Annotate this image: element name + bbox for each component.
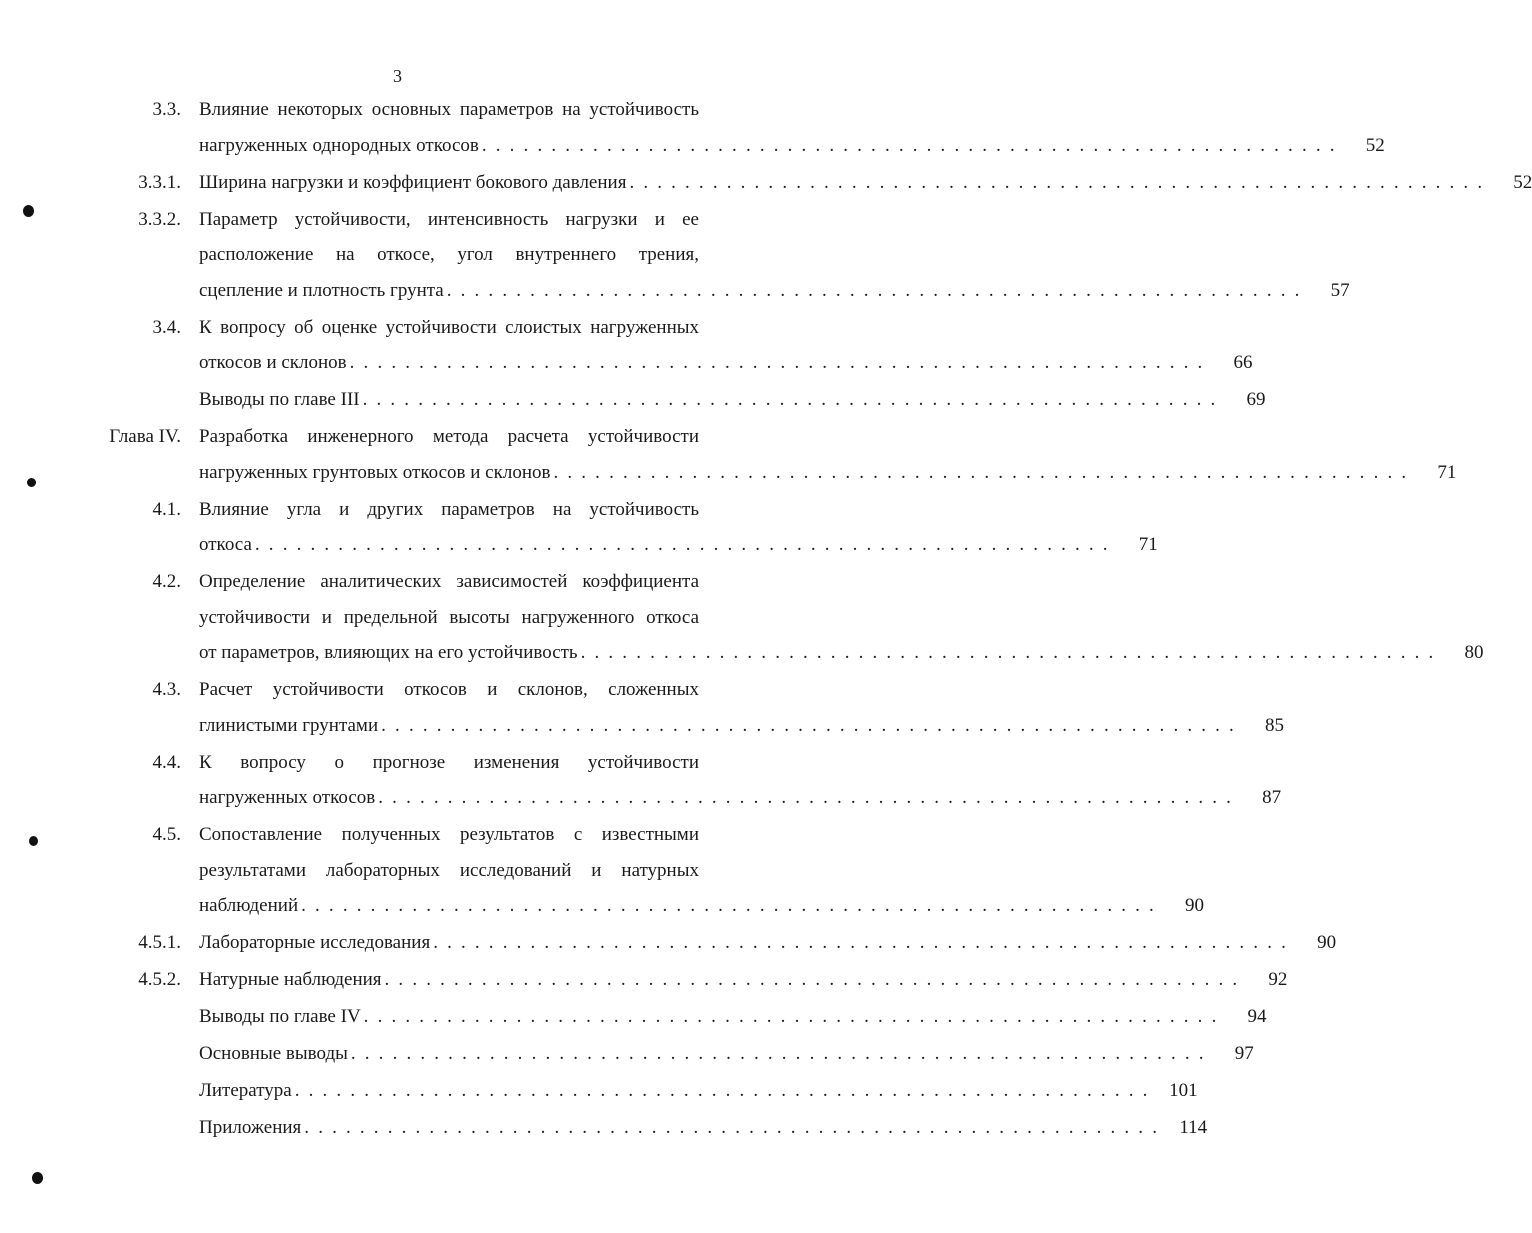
toc-entry-page: 114 <box>1179 1117 1208 1138</box>
toc-entry-text-line: К вопросу об оценке устойчивости слоистых нагруженных <box>199 316 699 338</box>
toc-entry-page: 90 <box>1317 932 1337 953</box>
toc-entry-text-line: Сопоставление полученных результатов с известными <box>199 824 699 845</box>
toc-entry-last-line <box>199 527 1158 563</box>
toc-entry-last-line <box>199 382 1266 418</box>
toc-entry-title: нагруженных откосов <box>199 787 376 808</box>
dot-leader: . . . . . . . . . . . . . . . . . . . . . . . . . . . . . . . . . . . . . . . . . . . . . . . . . . . . . . . . . . . . . . <box>481 134 1337 156</box>
toc-entry-title: Выводы по главе III <box>199 389 360 410</box>
toc-entry-last-line <box>199 999 1267 1035</box>
toc-entry-page: 94 <box>1247 1006 1267 1027</box>
toc-entry-text-line: Параметр устойчивости, интенсивность нагрузки и ее <box>199 208 699 230</box>
dot-leader: . . . . . . . . . . . . . . . . . . . . . . . . . . . . . . . . . . . . . . . . . . . . . . . . . . . . . . . . . . . . . . <box>304 1117 1160 1138</box>
toc-entry-title: Приложения <box>199 1117 302 1138</box>
toc-entry-page: 52 <box>1365 134 1385 156</box>
toc-entry-title: Ширина нагрузки и коэффициент бокового давления <box>199 171 627 193</box>
toc-entry-number: 3.3.1. <box>138 171 181 193</box>
toc-entry-body <box>199 202 1350 309</box>
toc-entry-text-line: Расчет устойчивости откосов и склонов, сложенных <box>199 679 699 700</box>
dot-leader: . . . . . . . . . . . . . . . . . . . . . . . . . . . . . . . . . . . . . . . . . . . . . . . . . . . . . . . . . . . . . . <box>362 389 1218 410</box>
toc-entry-text-line: расположение на откосе, угол внутреннего трения, <box>199 244 699 265</box>
dot-leader: . . . . . . . . . . . . . . . . . . . . . . . . . . . . . . . . . . . . . . . . . . . . . . . . . . . . . . . . . . . . . . <box>446 279 1302 301</box>
toc-entry-last-line <box>199 635 1484 671</box>
toc-entry-last-line <box>199 1110 1208 1146</box>
dot-leader: . . . . . . . . . . . . . . . . . . . . . . . . . . . . . . . . . . . . . . . . . . . . . . . . . . . . . . . . . . . . . . <box>294 1080 1150 1101</box>
toc-entry-page: 87 <box>1262 787 1282 808</box>
dot-leader: . . . . . . . . . . . . . . . . . . . . . . . . . . . . . . . . . . . . . . . . . . . . . . . . . . . . . . . . . . . . . . <box>553 461 1409 483</box>
toc-entry-page: 92 <box>1268 969 1288 990</box>
toc-entry-body <box>199 1036 1254 1072</box>
toc-entry-body <box>199 564 1484 671</box>
dot-leader: . . . . . . . . . . . . . . . . . . . . . . . . . . . . . . . . . . . . . . . . . . . . . . . . . . . . . . . . . . . . . . <box>580 642 1436 663</box>
toc-entry <box>0 962 1288 998</box>
toc-entry-body <box>199 382 1266 418</box>
toc-entry-page: 97 <box>1234 1043 1254 1064</box>
toc-entry-body <box>199 999 1267 1035</box>
toc-entry <box>0 202 1350 309</box>
dot-leader: . . . . . . . . . . . . . . . . . . . . . . . . . . . . . . . . . . . . . . . . . . . . . . . . . . . . . . . . . . . . . . <box>349 352 1205 373</box>
toc-entry-number: 4.5. <box>152 824 181 845</box>
toc-entry-page: 71 <box>1138 534 1158 555</box>
toc-entry-text-line: Влияние угла и других параметров на устойчивость <box>199 498 699 520</box>
toc-entry-title: Основные выводы <box>199 1043 348 1064</box>
toc-entry-last-line <box>199 128 1385 164</box>
toc-entry-title: нагруженных однородных откосов <box>199 134 479 156</box>
toc-entry-page: 80 <box>1464 642 1484 663</box>
toc-entry-text-line: Определение аналитических зависимостей коэффициента <box>199 571 699 592</box>
toc-entry-page: 101 <box>1169 1080 1198 1101</box>
toc-entry-text-line: Разработка инженерного метода расчета устойчивости <box>199 426 699 447</box>
toc-entry-number: 4.2. <box>152 571 181 592</box>
dot-leader: . . . . . . . . . . . . . . . . . . . . . . . . . . . . . . . . . . . . . . . . . . . . . . . . . . . . . . . . . . . . . . <box>301 895 1156 916</box>
toc-entry-text-line: К вопросу о прогнозе изменения устойчивости <box>199 751 699 773</box>
table-of-contents <box>0 92 1532 1146</box>
toc-entry-last-line <box>199 273 1350 309</box>
toc-entry <box>0 817 1204 924</box>
toc-entry-body <box>199 310 1253 381</box>
toc-entry-last-line <box>199 165 1532 201</box>
toc-entry-page: 57 <box>1330 279 1350 301</box>
toc-entry <box>0 382 1266 418</box>
toc-entry-text-line: устойчивости и предельной высоты нагруженного откоса <box>199 606 699 628</box>
toc-entry-page: 71 <box>1437 461 1457 483</box>
toc-entry-title: Литература <box>199 1080 292 1101</box>
toc-entry-title: наблюдений <box>199 895 299 916</box>
toc-entry <box>0 92 1385 163</box>
toc-entry-body <box>199 1073 1198 1109</box>
toc-entry-body <box>199 419 1457 490</box>
toc-entry-body <box>199 92 1385 163</box>
toc-entry-last-line <box>199 888 1204 924</box>
dot-leader: . . . . . . . . . . . . . . . . . . . . . . . . . . . . . . . . . . . . . . . . . . . . . . . . . . . . . . . . . . . . . . <box>381 714 1236 736</box>
toc-entry-last-line <box>199 780 1282 816</box>
binding-hole-mark <box>29 836 38 846</box>
toc-entry <box>0 1036 1254 1072</box>
toc-entry-title: откоса <box>199 534 252 555</box>
toc-entry-page: 90 <box>1184 895 1204 916</box>
toc-entry-page: 66 <box>1233 352 1253 373</box>
toc-entry-title: от параметров, влияющих на его устойчивость <box>199 642 578 663</box>
dot-leader: . . . . . . . . . . . . . . . . . . . . . . . . . . . . . . . . . . . . . . . . . . . . . . . . . . . . . . . . . . . . . . <box>350 1043 1206 1064</box>
toc-entry-title: Выводы по главе IV <box>199 1006 361 1027</box>
toc-entry <box>0 564 1484 671</box>
toc-entry <box>0 165 1532 201</box>
toc-entry-body <box>199 492 1158 563</box>
dot-leader: . . . . . . . . . . . . . . . . . . . . . . . . . . . . . . . . . . . . . . . . . . . . . . . . . . . . . . . . . . . . . . <box>254 534 1110 555</box>
toc-entry-number: 4.1. <box>152 498 181 520</box>
toc-entry-number: 4.5.1. <box>138 932 181 953</box>
dot-leader: . . . . . . . . . . . . . . . . . . . . . . . . . . . . . . . . . . . . . . . . . . . . . . . . . . . . . . . . . . . . . . <box>378 787 1234 808</box>
toc-entry-body <box>199 672 1284 743</box>
toc-entry-last-line <box>199 962 1288 998</box>
toc-entry-last-line <box>199 455 1457 491</box>
toc-entry <box>0 999 1267 1035</box>
toc-entry <box>0 745 1282 816</box>
binding-hole-mark <box>32 1172 43 1184</box>
dot-leader: . . . . . . . . . . . . . . . . . . . . . . . . . . . . . . . . . . . . . . . . . . . . . . . . . . . . . . . . . . . . . . <box>433 932 1289 953</box>
dot-leader: . . . . . . . . . . . . . . . . . . . . . . . . . . . . . . . . . . . . . . . . . . . . . . . . . . . . . . . . . . . . . . <box>384 969 1240 990</box>
toc-entry <box>0 672 1284 743</box>
dot-leader: . . . . . . . . . . . . . . . . . . . . . . . . . . . . . . . . . . . . . . . . . . . . . . . . . . . . . . . . . . . . . . <box>363 1006 1219 1027</box>
toc-entry-last-line <box>199 1073 1198 1109</box>
page-number: 3 <box>393 66 402 86</box>
toc-entry-number: 4.3. <box>152 679 181 700</box>
toc-entry <box>0 492 1158 563</box>
toc-entry-title: глинистыми грунтами <box>199 714 379 736</box>
toc-entry-body <box>199 1110 1208 1146</box>
toc-entry-number: 4.4. <box>152 751 181 773</box>
toc-entry-body <box>199 745 1282 816</box>
toc-entry-number: Глава IV. <box>109 426 181 447</box>
toc-entry-page: 85 <box>1265 714 1284 736</box>
toc-entry-text-line: результатами лабораторных исследований и натурных <box>199 859 699 881</box>
toc-entry-title: откосов и склонов <box>199 352 347 373</box>
toc-entry <box>0 419 1457 490</box>
toc-entry-title: нагруженных грунтовых откосов и склонов <box>199 461 551 483</box>
toc-entry-title: Натурные наблюдения <box>199 969 382 990</box>
toc-entry <box>0 1073 1198 1109</box>
toc-entry-body <box>199 817 1204 924</box>
toc-entry-text-line: Влияние некоторых основных параметров на устойчивость <box>199 99 699 120</box>
toc-entry-number: 3.3.2. <box>138 208 181 230</box>
toc-entry <box>0 1110 1208 1146</box>
toc-entry <box>0 310 1253 381</box>
toc-entry-last-line <box>199 925 1337 961</box>
binding-hole-mark <box>27 478 36 487</box>
toc-entry-page: 69 <box>1246 389 1266 410</box>
toc-entry-last-line <box>199 708 1284 744</box>
toc-entry-body <box>199 962 1288 998</box>
toc-entry-number: 3.4. <box>152 316 181 338</box>
toc-entry-body <box>199 165 1532 201</box>
toc-entry-title: Лабораторные исследования <box>199 932 431 953</box>
binding-hole-mark <box>23 205 34 217</box>
toc-entry-title: сцепление и плотность грунта <box>199 279 444 301</box>
toc-entry-number: 3.3. <box>152 99 181 120</box>
toc-entry <box>0 925 1337 961</box>
toc-entry-last-line <box>199 1036 1254 1072</box>
toc-entry-number: 4.5.2. <box>138 969 181 990</box>
toc-entry-body <box>199 925 1337 961</box>
toc-entry-last-line <box>199 345 1253 381</box>
dot-leader: . . . . . . . . . . . . . . . . . . . . . . . . . . . . . . . . . . . . . . . . . . . . . . . . . . . . . . . . . . . . . . <box>629 171 1485 193</box>
toc-entry-page: 52 <box>1513 171 1532 193</box>
